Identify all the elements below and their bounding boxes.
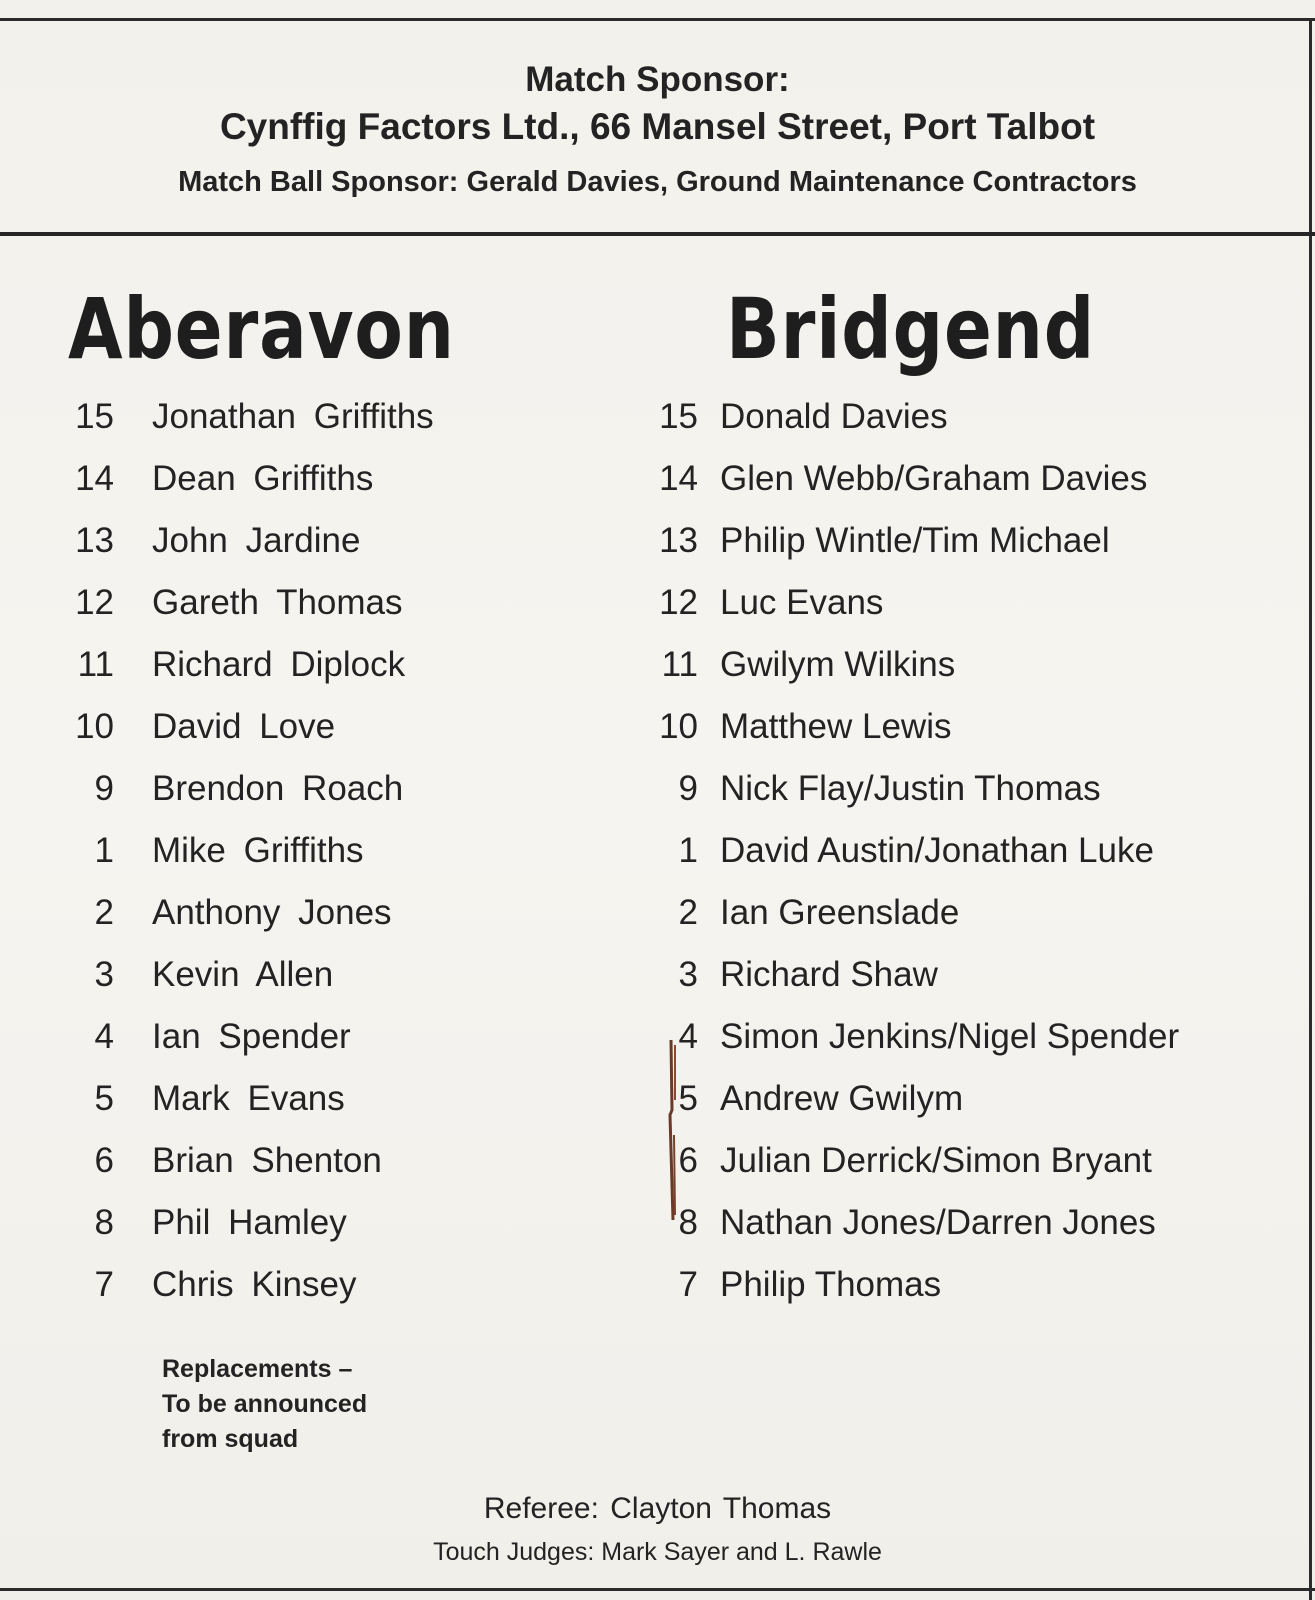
player-row <box>56 572 656 634</box>
player-number: 9 <box>94 769 114 808</box>
player-row <box>640 758 1308 820</box>
player-name: Mike Griffiths <box>152 831 364 870</box>
replacements-line: from squad <box>162 1425 299 1453</box>
player-name: Gwilym Wilkins <box>720 645 956 684</box>
player-row <box>640 572 1308 634</box>
player-row <box>56 386 656 448</box>
player-row <box>56 1130 656 1192</box>
player-row <box>56 1068 656 1130</box>
player-number: 12 <box>659 583 698 622</box>
player-number: 12 <box>75 583 114 622</box>
player-number: 14 <box>75 459 114 498</box>
player-row <box>56 634 656 696</box>
player-name: Simon Jenkins/Nigel Spender <box>720 1017 1180 1056</box>
player-number: 10 <box>659 707 698 746</box>
player-name: Matthew Lewis <box>720 707 952 746</box>
player-name: Richard Shaw <box>720 955 938 994</box>
player-row <box>640 882 1308 944</box>
away-team-title: Bridgend <box>726 280 1096 378</box>
player-number: 15 <box>659 397 698 436</box>
player-name: Anthony Jones <box>152 893 392 932</box>
player-name: Richard Diplock <box>152 645 406 684</box>
player-row <box>640 1006 1308 1068</box>
player-row <box>56 1254 656 1316</box>
player-row <box>56 696 656 758</box>
player-name: Brian Shenton <box>152 1141 382 1180</box>
player-row <box>56 510 656 572</box>
touch-judges-line: Touch Judges: Mark Sayer and L. Rawle <box>433 1538 882 1566</box>
player-name: Julian Derrick/Simon Bryant <box>720 1141 1152 1180</box>
player-name: Nick Flay/Justin Thomas <box>720 769 1101 808</box>
player-number: 8 <box>678 1203 698 1242</box>
player-number: 11 <box>77 645 114 684</box>
player-row <box>56 944 656 1006</box>
player-number: 3 <box>678 955 698 994</box>
player-name: Chris Kinsey <box>152 1265 357 1304</box>
home-team-title: Aberavon <box>68 280 455 378</box>
player-name: David Austin/Jonathan Luke <box>720 831 1154 870</box>
player-row <box>56 820 656 882</box>
player-row <box>56 758 656 820</box>
player-name: Andrew Gwilym <box>720 1079 964 1118</box>
player-row <box>56 448 656 510</box>
player-row <box>640 634 1308 696</box>
replacements-line: Replacements – <box>162 1355 353 1383</box>
player-number: 13 <box>659 521 698 560</box>
player-name: Mark Evans <box>152 1079 345 1118</box>
player-name: Donald Davies <box>720 397 948 436</box>
player-name: Ian Greenslade <box>720 893 960 932</box>
staple-mark <box>667 1040 679 1220</box>
player-number: 6 <box>678 1141 698 1180</box>
match-ball-sponsor: Match Ball Sponsor: Gerald Davies, Ground Maintenance Contractors <box>178 166 1137 198</box>
player-row <box>640 944 1308 1006</box>
replacements-note <box>162 1352 367 1457</box>
bottom-rule <box>0 1588 1315 1591</box>
home-roster <box>56 386 656 1316</box>
player-name: Ian Spender <box>152 1017 351 1056</box>
player-number: 8 <box>94 1203 114 1242</box>
player-name: Philip Thomas <box>720 1265 942 1304</box>
player-number: 9 <box>678 769 698 808</box>
away-roster <box>640 386 1308 1316</box>
player-number: 13 <box>75 521 114 560</box>
player-row <box>640 1254 1308 1316</box>
player-number: 7 <box>94 1265 114 1304</box>
player-row <box>640 510 1308 572</box>
player-number: 4 <box>94 1017 114 1056</box>
player-row <box>640 1130 1308 1192</box>
player-number: 11 <box>661 645 698 684</box>
player-row <box>640 1192 1308 1254</box>
player-row <box>640 1068 1308 1130</box>
player-row <box>640 820 1308 882</box>
player-number: 4 <box>678 1017 698 1056</box>
replacements-line: To be announced <box>162 1390 368 1418</box>
player-row <box>56 882 656 944</box>
player-number: 7 <box>678 1265 698 1304</box>
player-name: Glen Webb/Graham Davies <box>720 459 1148 498</box>
player-row <box>56 1006 656 1068</box>
player-number: 1 <box>94 831 114 870</box>
player-number: 15 <box>75 397 114 436</box>
referee-line: Referee: Clayton Thomas <box>483 1492 832 1525</box>
player-number: 3 <box>94 955 114 994</box>
player-name: Brendon Roach <box>152 769 404 808</box>
player-row <box>56 1192 656 1254</box>
header-divider <box>0 232 1315 236</box>
match-sponsor-name: Cynffig Factors Ltd., 66 Mansel Street, Port Talbot <box>219 106 1096 147</box>
player-name: Gareth Thomas <box>152 583 403 622</box>
player-number: 14 <box>659 459 698 498</box>
player-number: 1 <box>678 831 698 870</box>
player-name: Dean Griffiths <box>152 459 374 498</box>
player-number: 10 <box>75 707 114 746</box>
player-name: David Love <box>152 707 336 746</box>
player-number: 5 <box>94 1079 114 1118</box>
top-rule <box>0 18 1315 21</box>
player-name: Phil Hamley <box>152 1203 347 1242</box>
player-name: Nathan Jones/Darren Jones <box>720 1203 1156 1242</box>
player-name: Kevin Allen <box>152 955 334 994</box>
player-name: Philip Wintle/Tim Michael <box>720 521 1110 560</box>
right-rule <box>1309 18 1312 1600</box>
player-row <box>640 448 1308 510</box>
player-name: Jonathan Griffiths <box>152 397 434 436</box>
player-row <box>640 696 1308 758</box>
player-row <box>640 386 1308 448</box>
player-name: John Jardine <box>152 521 361 560</box>
player-number: 5 <box>678 1079 698 1118</box>
match-sponsor-label: Match Sponsor: <box>525 60 790 99</box>
player-number: 6 <box>94 1141 114 1180</box>
player-number: 2 <box>678 893 698 932</box>
player-name: Luc Evans <box>720 583 884 622</box>
player-number: 2 <box>94 893 114 932</box>
